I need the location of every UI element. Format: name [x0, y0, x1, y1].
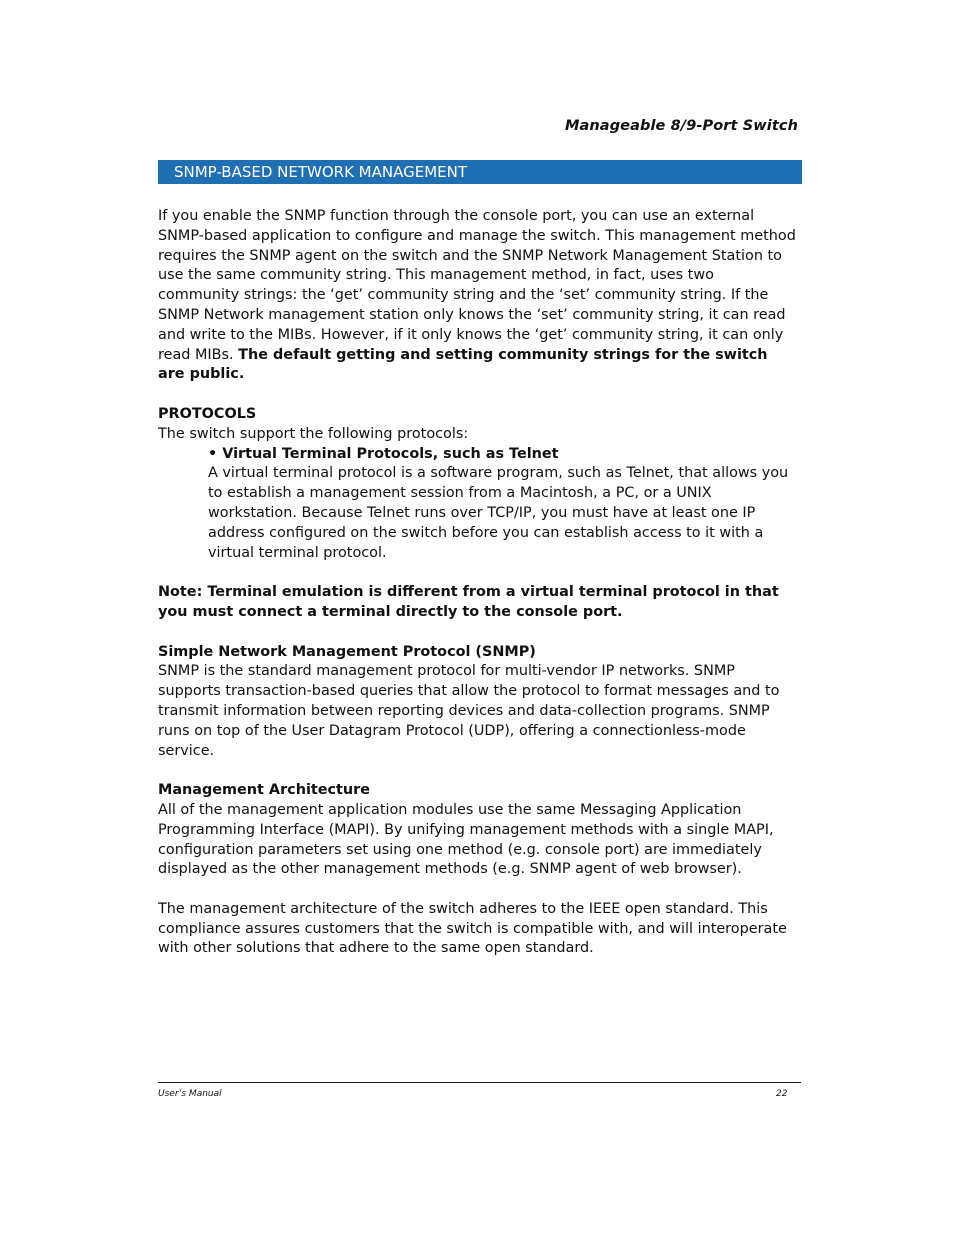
intro-text: If you enable the SNMP function through the console port, you can use an external SNMP-based application to configure and manage the switch. This management method requires the SNMP agent on the switch and the SNMP Network Management Station to use the same community string. This management method, in fact, uses two community strings: the ‘get’ community string and the ‘set’ community string. If the SNMP Network management station only knows the ‘set’ community string, it can read and write to the MIBs. However, if it only knows the ‘get’ community string, it can only read MIBs.: [158, 208, 796, 363]
snmp-paragraph: SNMP is the standard management protocol for multi-vendor IP networks. SNMP supports transaction-based queries that allow the protocol to format messages and to transmit information between reporting devices and data-collection programs. SNMP runs on top of the User Datagram Protocol (UDP), offering a connectionless-mode service.: [158, 663, 780, 759]
footer-manual-label: User’s Manual: [158, 1089, 222, 1099]
footer-page-number: 22: [776, 1089, 788, 1099]
bullet-text: A virtual terminal protocol is a software program, such as Telnet, that allows you to establish a management session from a Macintosh, a PC, or a UNIX workstation. Because Telnet runs over TCP/IP, you must have at least one IP address configured on the switch before you can establish access to it with a virtual terminal protocol.: [208, 465, 789, 561]
section-heading: SNMP-BASED NETWORK MANAGEMENT: [174, 163, 467, 181]
intro-bold-text: The default getting and setting community strings for the switch are public.: [158, 346, 768, 383]
bullet-title: • Virtual Terminal Protocols, such as Telnet: [208, 445, 559, 462]
section-heading-banner: [158, 160, 802, 184]
protocols-lead: The switch support the following protocols:: [158, 425, 469, 442]
snmp-heading: Simple Network Management Protocol (SNMP): [158, 643, 536, 660]
architecture-paragraph-2: The management architecture of the switch adheres to the IEEE open standard. This compliance assures customers that the switch is compatible with, and will interoperate with other solutions that adhere to the same open standard.: [158, 900, 787, 957]
protocols-heading: PROTOCOLS: [158, 405, 257, 422]
running-header-title: Manageable 8/9-Port Switch: [564, 118, 798, 134]
intro-paragraph: [158, 207, 798, 385]
footer-divider: [158, 1082, 801, 1083]
protocol-bullet: [158, 445, 798, 564]
architecture-heading: Management Architecture: [158, 782, 371, 799]
note-paragraph: Note: Terminal emulation is different from a virtual terminal protocol in that you must connect a terminal directly to the console port.: [158, 584, 779, 620]
page-body: [158, 207, 798, 959]
architecture-paragraph: All of the management application modules use the same Messaging Application Programming Interface (MAPI). By unifying management methods with a single MAPI, configuration parameters set using one method (e.g. console port) are immediately displayed as the other management methods (e.g. SNMP agent of web browser).: [158, 801, 774, 878]
